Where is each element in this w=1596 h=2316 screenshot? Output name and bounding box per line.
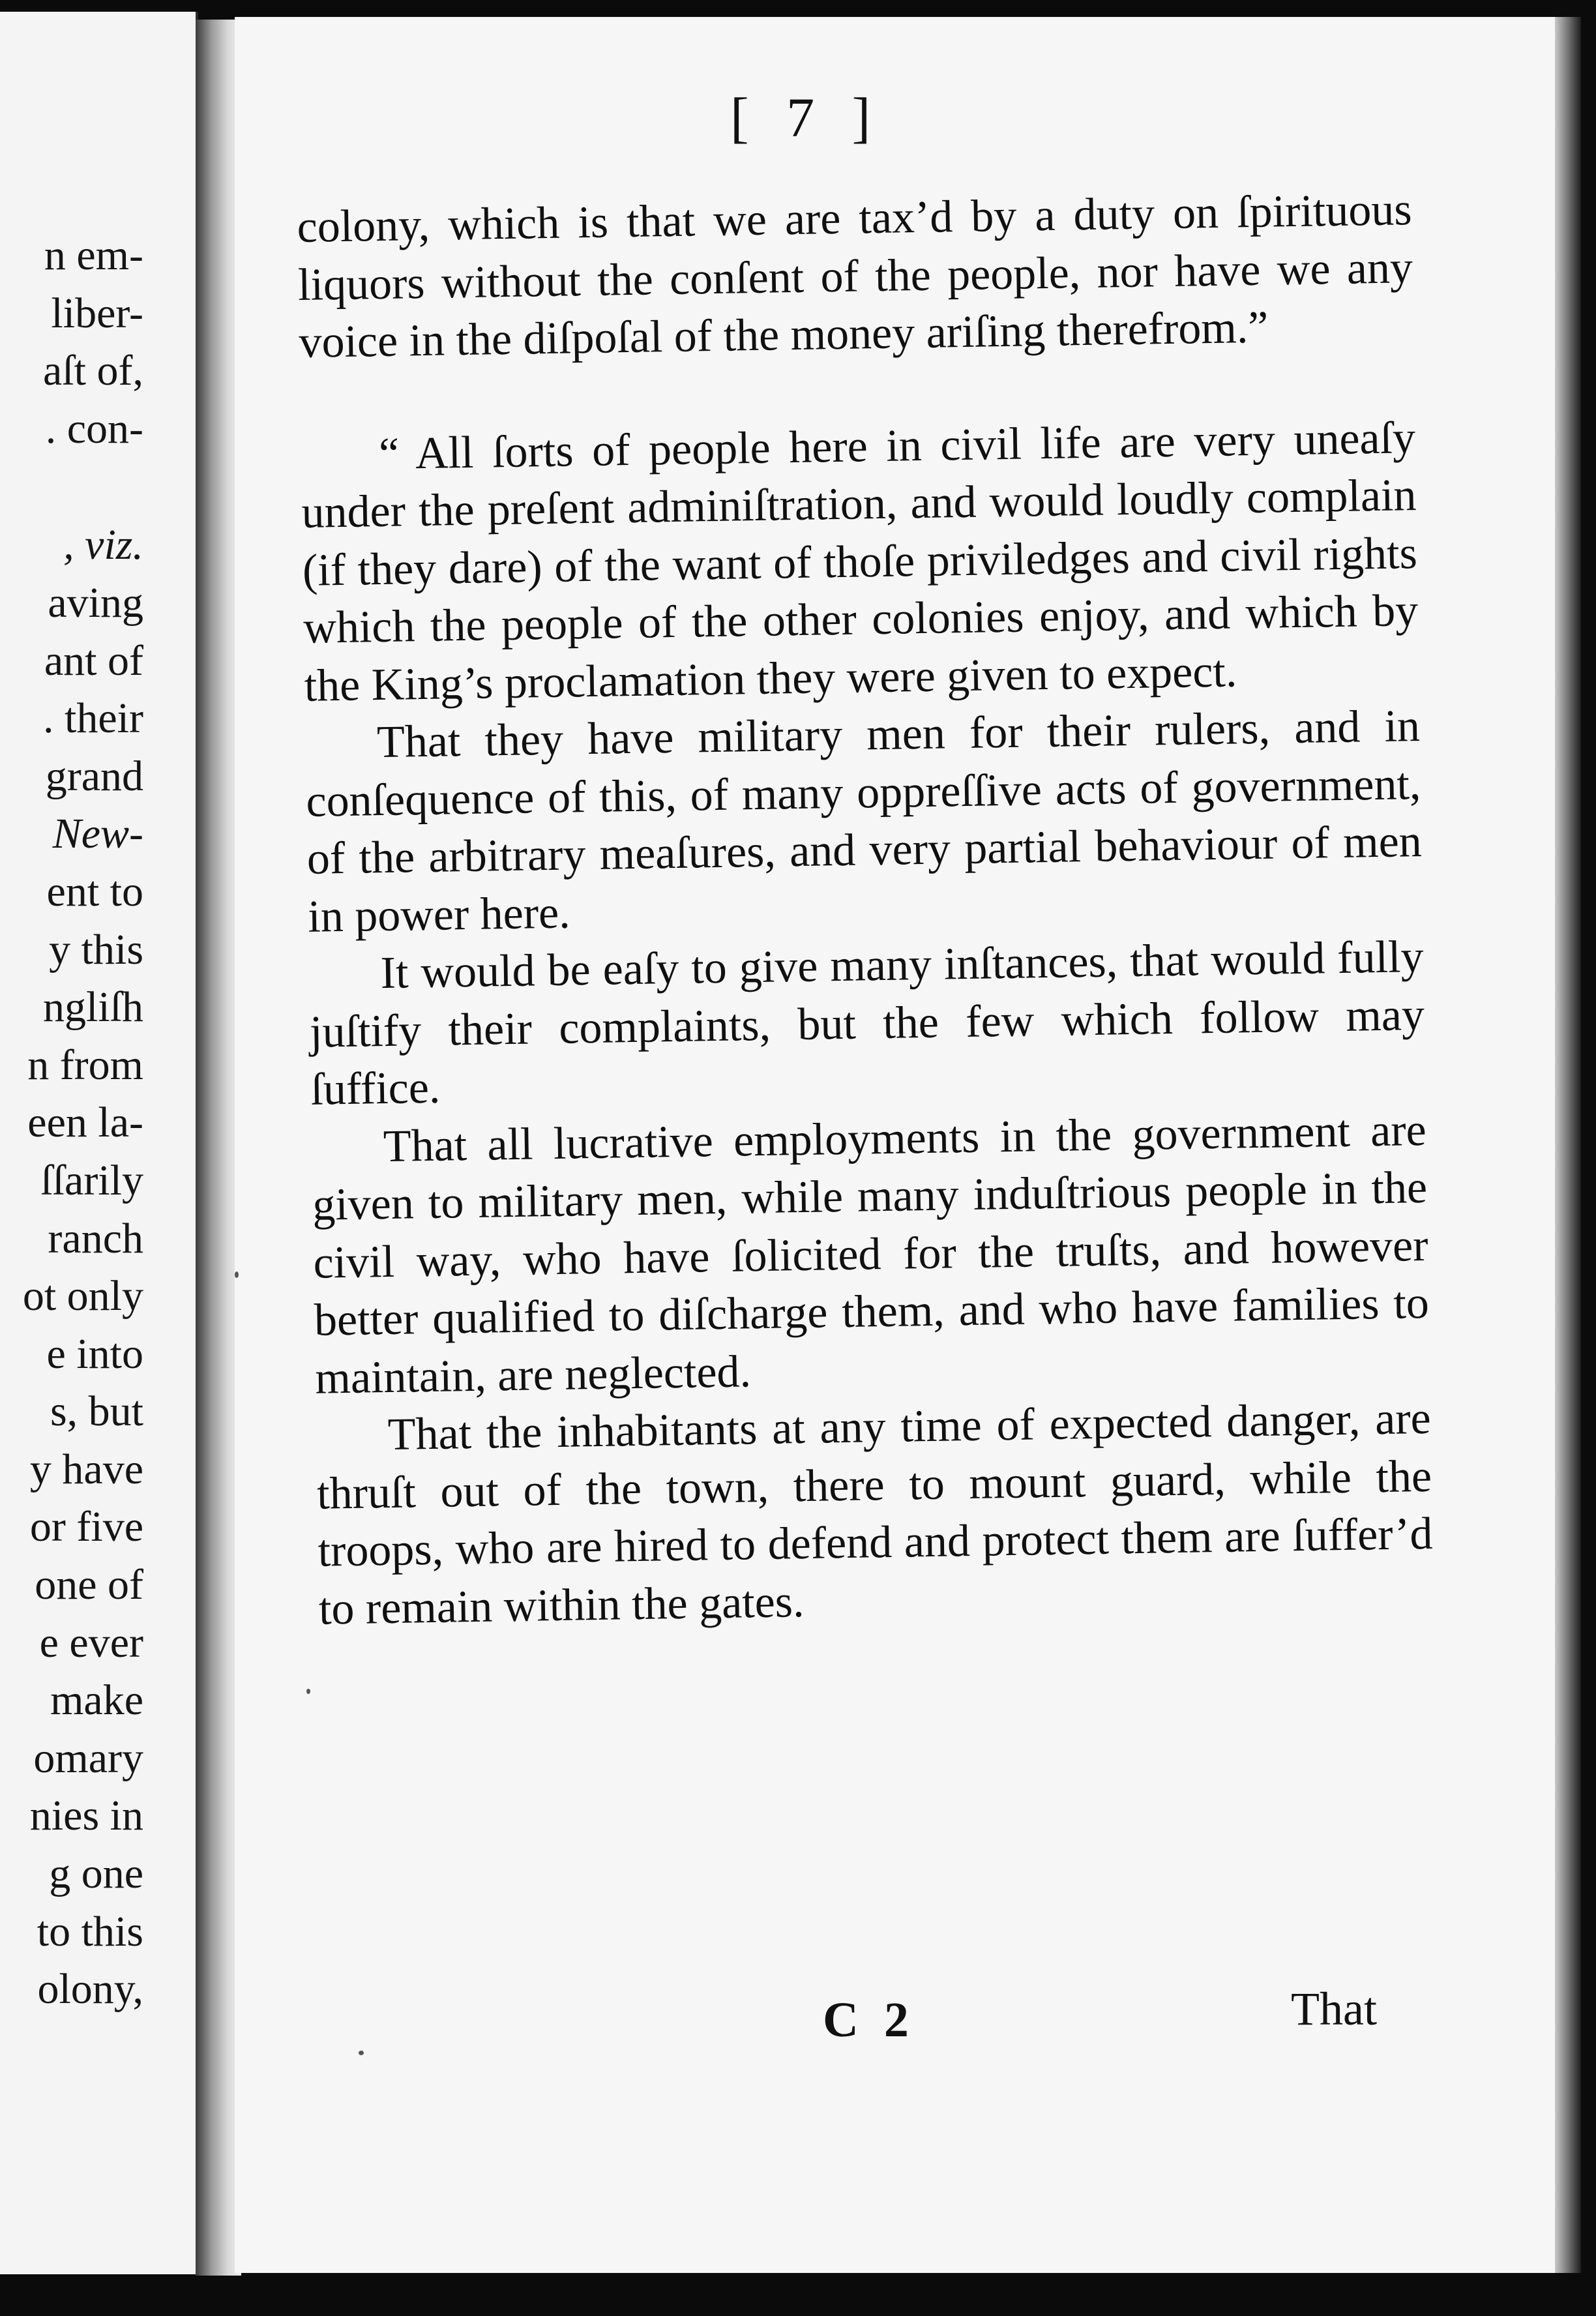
paragraph: It would be eaſy to give many inſtances, that would fully juſtify their complaints, but the few which follow may ſuffice.	[309, 931, 1425, 1115]
facing-page-line	[23, 458, 143, 516]
facing-page-line: y this	[49, 925, 143, 973]
facing-page-line: liber-	[51, 289, 143, 337]
facing-page-fragment	[0, 12, 198, 2274]
page-number: [ 7 ]	[730, 86, 883, 149]
facing-page-line: make	[50, 1676, 143, 1725]
page-body	[297, 181, 1434, 1639]
facing-page-line: aſt of,	[43, 347, 143, 395]
facing-page-line: , viz.	[63, 521, 143, 569]
facing-page-line: ot only	[22, 1272, 143, 1320]
facing-page-line: ngliſh	[42, 983, 143, 1032]
signature-mark: C 2	[823, 1993, 915, 2047]
paragraph: colony, which is that we are tax’d by a duty on ſpirituous liquors without the conſent of the people, nor have we any voice in the diſpoſal of the money ariſing therefrom.”	[297, 185, 1413, 368]
facing-page-line: omary	[33, 1734, 143, 1782]
facing-page-line: s, but	[50, 1388, 143, 1436]
facing-page-line: ſſarily	[40, 1156, 143, 1204]
facing-page-line: olony,	[37, 1965, 143, 2013]
paragraph: That all lucrative employments in the government are given to military men, while many induſtrious people in the civil way, who have ſolicited for the truſts, and however better qualified to diſcharge them, and who have families to maintain, are neglected.	[312, 1105, 1430, 1404]
ink-speck	[306, 1689, 310, 1694]
facing-page-line: aving	[48, 578, 143, 627]
facing-page-line: n from	[27, 1041, 143, 1089]
paragraph: That they have military men for their rulers, and in conſequence of this, of many oppreſſive acts of government, of the arbitrary meaſures, and very partial behaviour of men in power here.	[305, 701, 1423, 942]
facing-page-text	[23, 227, 143, 2019]
facing-page-line: y have	[29, 1445, 143, 1493]
facing-page-line: e ever	[39, 1618, 143, 1667]
facing-page-line: ant of	[44, 636, 143, 685]
facing-page-line: e into	[46, 1329, 143, 1378]
paragraph: “ All ſorts of people here in civil life are very uneaſy under the preſent adminiſtration, and would loudly complain (if they dare) of the want of thoſe priviledges and civil rights which the people of the other colonies enjoy, and which by the King’s proclamation they were given to expect.	[301, 412, 1419, 711]
paragraph: That the inhabitants at any time of expected danger, are thruſt out of the town, there to mount guard, while the troops, who are hired to defend and protect them are ſuffer’d to remain within the gates.	[316, 1393, 1433, 1635]
facing-page-line: ent to	[46, 867, 143, 915]
facing-page-line: een la-	[27, 1099, 143, 1147]
facing-page-line: . their	[43, 694, 143, 743]
facing-page-line: one of	[35, 1561, 143, 1609]
facing-page-line: g one	[49, 1850, 143, 1898]
facing-page-line: or five	[29, 1503, 143, 1551]
ink-speck	[359, 2051, 364, 2055]
facing-page-line: . con-	[45, 404, 143, 453]
facing-page-line: ranch	[48, 1214, 143, 1262]
facing-page-line: to this	[37, 1907, 143, 1955]
catchword: That	[1291, 1983, 1377, 2035]
page-edge-shadow	[1555, 17, 1581, 2273]
facing-page-line: grand	[45, 752, 143, 800]
facing-page-line: New-	[52, 810, 143, 858]
facing-page-line: nies in	[29, 1792, 143, 1840]
facing-page-line: n em-	[44, 231, 143, 279]
ink-speck	[235, 1271, 239, 1278]
